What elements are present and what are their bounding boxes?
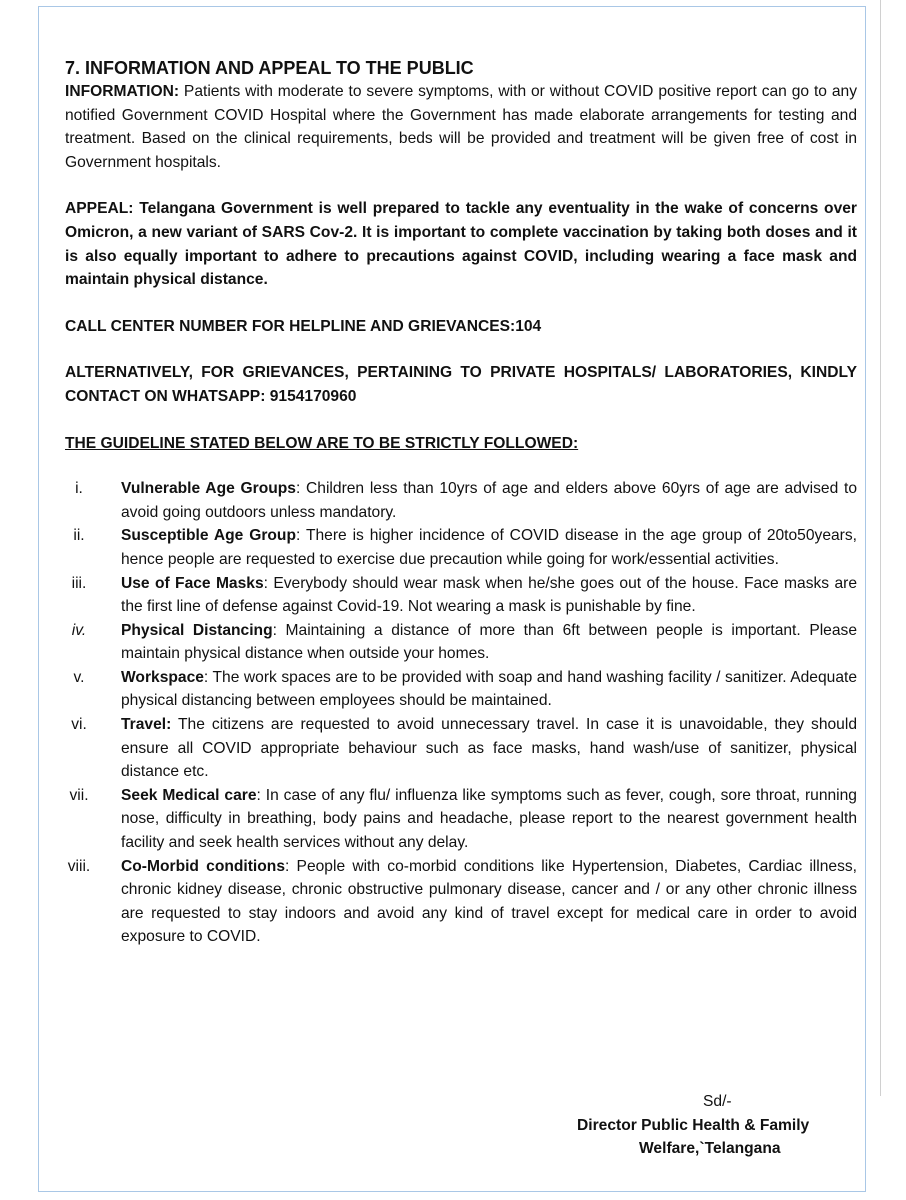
guideline-title: Co-Morbid conditions [121,857,285,875]
guideline-number: v. [73,668,85,686]
guideline-heading: THE GUIDELINE STATED BELOW ARE TO BE STRICTLY FOLLOWED: [65,434,579,452]
guideline-title: Travel: [121,716,172,734]
guideline-number: vii. [69,786,89,804]
notice-title: 7. INFORMATION AND APPEAL TO THE PUBLIC [65,58,474,78]
guideline-item [65,855,857,949]
guideline-item [65,619,857,666]
signature-sd: Sd/- [703,1093,732,1110]
guideline-item [65,784,857,855]
signatory-title: Director Public Health & Family [577,1116,810,1134]
guideline-title: Seek Medical care [121,786,257,804]
information-label: INFORMATION: [65,83,180,100]
guideline-title: Workspace [121,668,204,686]
page-edge-line [880,0,881,1096]
guideline-number: viii. [67,857,91,875]
guideline-number: iii. [71,574,87,592]
guideline-item [65,477,857,524]
guideline-number: ii. [73,527,85,545]
notice-body [65,56,857,949]
guideline-text: The citizens are requested to avoid unnecessary travel. In case it is unavoidable, they should ensure all COVID appropriate behaviour such as face masks, hand wash/use of sanitizer, physical distance etc. [121,716,857,781]
appeal-paragraph: APPEAL: Telangana Government is well prepared to tackle any eventuality in the wake of concerns over Omicron, a new variant of SARS Cov-2. It is important to complete vaccination by taking both doses and it is also equally important to adhere to precautions against COVID, including wearing a face mask and maintain physical distance. [65,200,857,289]
signature-block [577,1090,877,1161]
information-text: Patients with moderate to severe symptoms, with or without COVID positive report can go to any notified Government COVID Hospital where the Government has made elaborate arrangements for testing and treatment. Based on the clinical requirements, beds will be provided and treatment will be given free of cost in Government hospitals. [65,83,857,171]
guideline-title: Physical Distancing [121,621,273,639]
guideline-text: People with co-morbid conditions like Hypertension, Diabetes, Cardiac illness, chronic kidney disease, chronic obstructive pulmonary disease, cancer and / or any other chronic illness are requested to stay indoors and avoid any kind of travel except for medical care in order to avoid exposure to COVID. [121,857,857,946]
guideline-text: There is higher incidence of COVID disease in the age group of 20to50years, hence people are requested to exercise due precaution while going for work/essential activities. [121,527,857,568]
guideline-item [65,666,857,713]
guideline-text: The work spaces are to be provided with soap and hand washing facility / sanitizer. Adequate physical distancing between employees should be maintained. [121,668,857,710]
guideline-number: i. [75,480,83,498]
guideline-item [65,572,857,619]
guideline-text: Everybody should wear mask when he/she goes out of the house. Face masks are the first line of defense against Covid-19. Not wearing a mask is punishable by fine. [121,574,858,616]
guideline-separator: : [295,527,301,545]
guideline-item [65,524,857,571]
call-center-line: CALL CENTER NUMBER FOR HELPLINE AND GRIEVANCES:104 [65,317,542,335]
guideline-text: Maintaining a distance of more than 6ft between people is important. Please maintain physical distance when outside your homes. [121,621,857,663]
guideline-text: In case of any flu/ influenza like symptoms such as fever, cough, sore throat, running nose, difficulty in breathing, body pains and headache, please report to the nearest government health facility and seek health services without any delay. [121,786,857,852]
guideline-item [65,713,857,784]
guideline-number: iv. [71,621,87,639]
guideline-separator: : [272,621,277,639]
guideline-title: Vulnerable Age Groups [121,480,296,498]
guideline-separator: : [263,574,268,592]
signatory-department: Welfare,`Telangana [639,1140,781,1158]
guideline-title: Use of Face Masks [121,574,264,592]
guideline-title: Susceptible Age Group [121,527,296,545]
guideline-separator: : [203,668,209,686]
guideline-separator: : [256,786,261,804]
information-paragraph [65,80,857,174]
guideline-separator: : [295,480,301,498]
guideline-number: vi. [71,716,87,734]
alternative-contact: ALTERNATIVELY, FOR GRIEVANCES, PERTAINING TO PRIVATE HOSPITALS/ LABORATORIES, KINDLY CONTACT ON WHATSAPP: 9154170960 [65,364,857,405]
guideline-text: Children less than 10yrs of age and elders above 60yrs of age are advised to avoid going outdoors unless mandatory. [121,480,858,521]
guideline-separator: : [285,857,290,875]
guideline-list [65,477,857,949]
